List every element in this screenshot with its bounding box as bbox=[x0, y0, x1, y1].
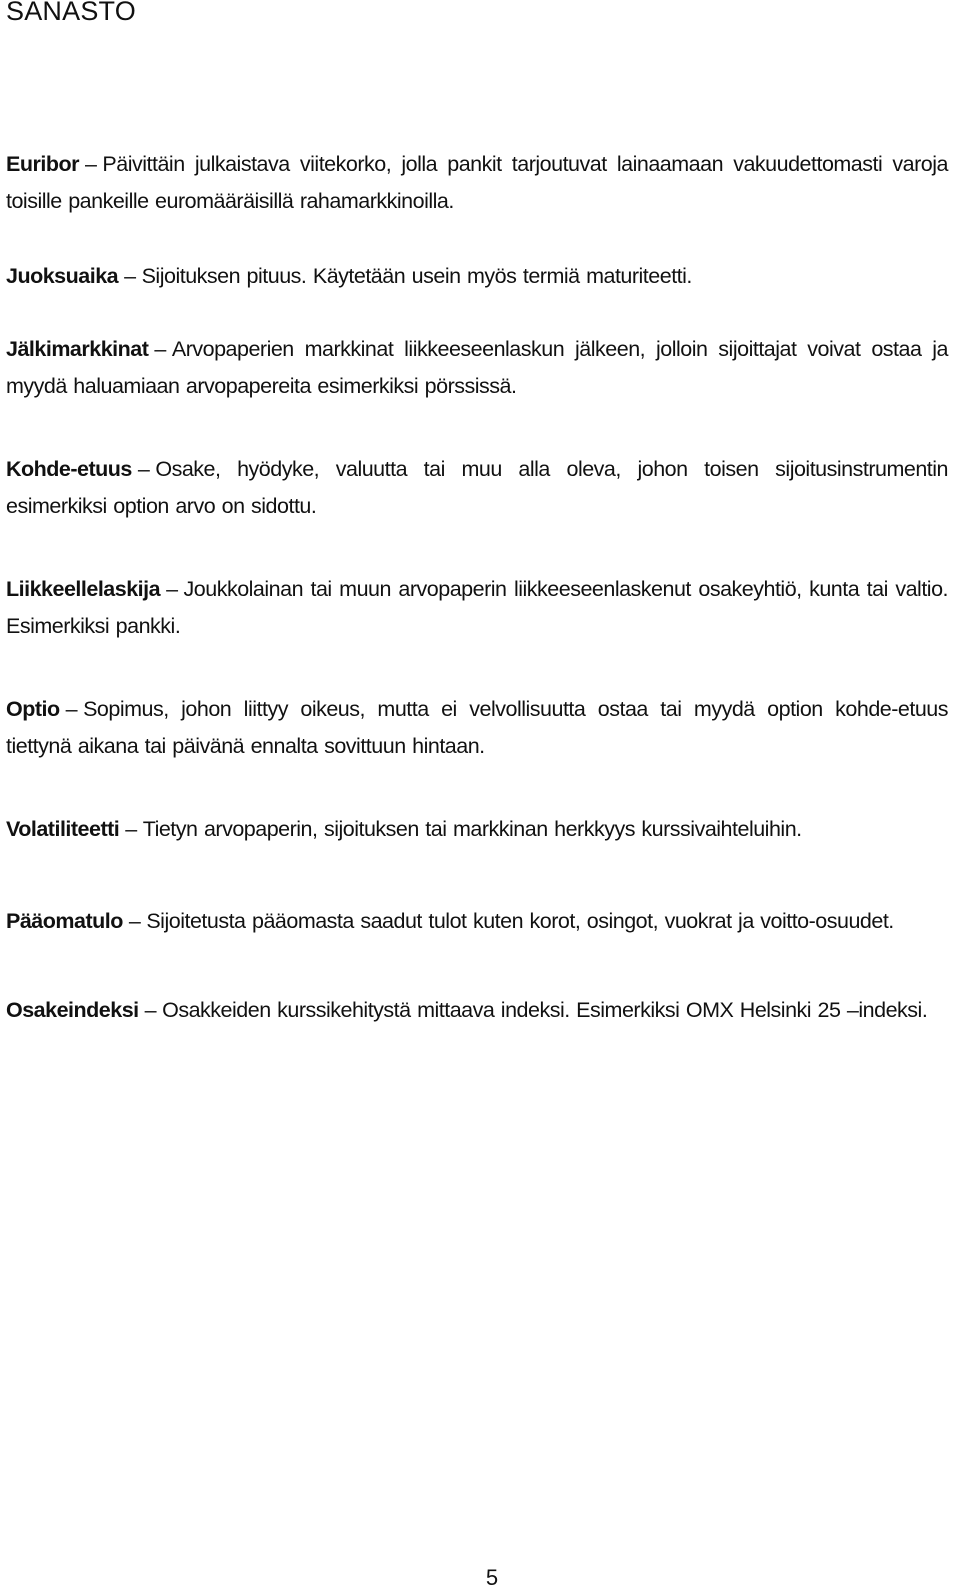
glossary-term: Volatiliteetti bbox=[6, 817, 120, 841]
glossary-entry-osakeindeksi bbox=[6, 992, 948, 1029]
term-separator: – bbox=[128, 909, 141, 933]
glossary-term: Optio bbox=[6, 697, 60, 721]
page-title: SANASTO bbox=[6, 0, 136, 26]
glossary-entry-kohde-etuus bbox=[6, 451, 948, 525]
glossary-entry-optio bbox=[6, 691, 948, 765]
term-separator: – bbox=[154, 337, 166, 361]
glossary-term: Pääomatulo bbox=[6, 909, 123, 933]
glossary-list bbox=[6, 146, 948, 1029]
term-separator: – bbox=[125, 817, 137, 841]
term-separator: – bbox=[166, 577, 178, 601]
glossary-definition: Osake, hyödyke, valuutta tai muu alla oleva, johon toisen sijoitusinstrumentin esimerkiksi option arvo on sidottu. bbox=[6, 457, 948, 518]
glossary-entry-juoksuaika bbox=[6, 258, 948, 295]
glossary-entry-jalkimarkkinat bbox=[6, 331, 948, 405]
glossary-definition: Joukkolainan tai muun arvopaperin liikkeeseenlaskenut osakeyhtiö, kunta tai valtio. Esimerkiksi pankki. bbox=[6, 577, 948, 638]
term-separator: – bbox=[144, 998, 157, 1022]
glossary-entry-liikkeellelaskija bbox=[6, 571, 948, 645]
glossary-entry-paaomatulo bbox=[6, 903, 948, 940]
term-separator: – bbox=[124, 264, 136, 288]
glossary-definition: Tietyn arvopaperin, sijoituksen tai markkinan herkkyys kurssivaihteluihin. bbox=[142, 817, 802, 841]
glossary-definition: Päivittäin julkaistava viitekorko, jolla pankit tarjoutuvat lainaamaan vakuudettomasti varoja toisille pankeille euromääräisillä rahamarkkinoilla. bbox=[6, 152, 948, 213]
glossary-entry-euribor bbox=[6, 146, 948, 220]
glossary-definition: Osakkeiden kurssikehitystä mittaava indeksi. Esimerkiksi OMX Helsinki 25 –indeksi. bbox=[162, 998, 928, 1022]
glossary-term: Liikkeellelaskija bbox=[6, 577, 161, 601]
glossary-definition: Sijoituksen pituus. Käytetään usein myös termiä maturiteetti. bbox=[141, 264, 692, 288]
glossary-definition: Sopimus, johon liittyy oikeus, mutta ei velvollisuutta ostaa tai myydä option kohde-etuus tiettynä aikana tai päivänä ennalta sovittuun hintaan. bbox=[6, 697, 948, 758]
page-number: 5 bbox=[485, 1565, 499, 1590]
glossary-term: Jälkimarkkinat bbox=[6, 337, 149, 361]
glossary-definition: Arvopaperien markkinat liikkeeseenlaskun jälkeen, jolloin sijoittajat voivat ostaa ja myydä haluamiaan arvopapereita esimerkiksi pörssissä. bbox=[6, 337, 948, 398]
glossary-term: Kohde-etuus bbox=[6, 457, 132, 481]
glossary-definition: Sijoitetusta pääomasta saadut tulot kuten korot, osingot, vuokrat ja voitto-osuudet. bbox=[146, 909, 894, 933]
glossary-entry-volatiliteetti bbox=[6, 811, 948, 848]
term-separator: – bbox=[65, 697, 78, 721]
term-separator: – bbox=[84, 152, 97, 176]
term-separator: – bbox=[137, 457, 150, 481]
glossary-term: Osakeindeksi bbox=[6, 998, 139, 1022]
glossary-term: Juoksuaika bbox=[6, 264, 119, 288]
glossary-term: Euribor bbox=[6, 152, 79, 176]
